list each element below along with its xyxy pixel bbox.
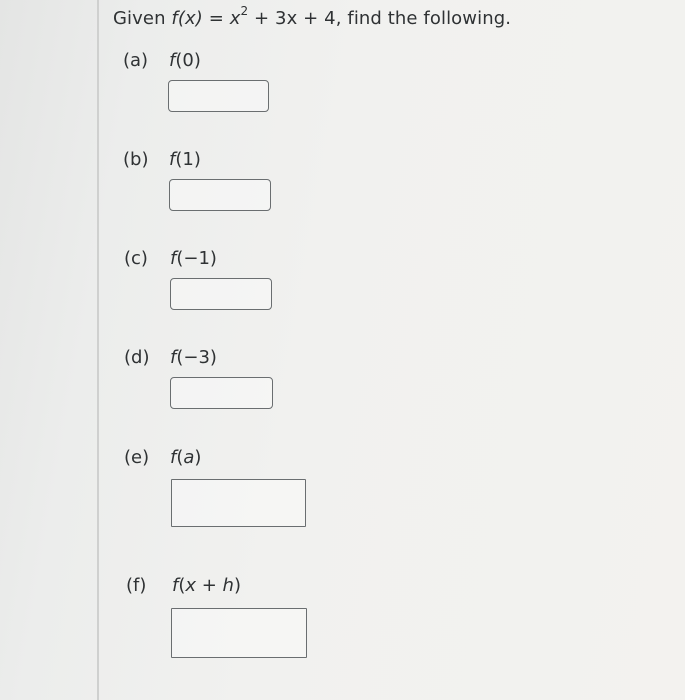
part-arg-open: (	[178, 575, 186, 596]
part-arg-var: x + h	[185, 575, 234, 596]
exponent: 2	[240, 4, 249, 18]
given-label: Given	[113, 8, 166, 29]
part-letter: (c)	[124, 248, 148, 269]
part-letter: (f)	[126, 575, 147, 596]
part-b-label	[123, 149, 201, 170]
part-func: f	[170, 248, 177, 269]
answer-input-e[interactable]	[171, 479, 306, 527]
part-func: f	[169, 50, 176, 71]
part-letter: (e)	[124, 447, 150, 468]
function-name: f(x)	[171, 8, 203, 29]
part-func: f	[170, 347, 177, 368]
equals-sign: =	[208, 8, 224, 29]
part-arg-close: )	[194, 447, 202, 468]
part-arg: (−3)	[176, 347, 217, 368]
base-variable: x	[229, 8, 241, 29]
part-arg-var: a	[183, 447, 195, 468]
part-arg: (1)	[175, 149, 201, 170]
function-rest: + 3x + 4, find the following.	[254, 8, 512, 29]
answer-input-d[interactable]	[170, 377, 273, 409]
part-f-label	[126, 575, 241, 596]
part-arg-close: )	[233, 575, 241, 596]
part-e-label	[124, 447, 201, 468]
part-c-label	[124, 248, 217, 269]
part-letter: (d)	[124, 347, 150, 368]
part-letter: (b)	[123, 149, 149, 170]
problem-statement	[113, 6, 511, 29]
answer-input-c[interactable]	[170, 278, 272, 310]
part-func: f	[170, 447, 177, 468]
part-arg: (−1)	[176, 248, 217, 269]
part-arg: (0)	[175, 50, 201, 71]
answer-input-f[interactable]	[171, 608, 307, 658]
answer-input-b[interactable]	[169, 179, 271, 211]
part-func: f	[169, 149, 176, 170]
part-d-label	[124, 347, 217, 368]
part-arg-open: (	[176, 447, 184, 468]
answer-input-a[interactable]	[168, 80, 269, 112]
part-letter: (a)	[123, 50, 149, 71]
page-edge	[97, 0, 99, 700]
part-func: f	[172, 575, 179, 596]
part-a-label	[123, 50, 201, 71]
